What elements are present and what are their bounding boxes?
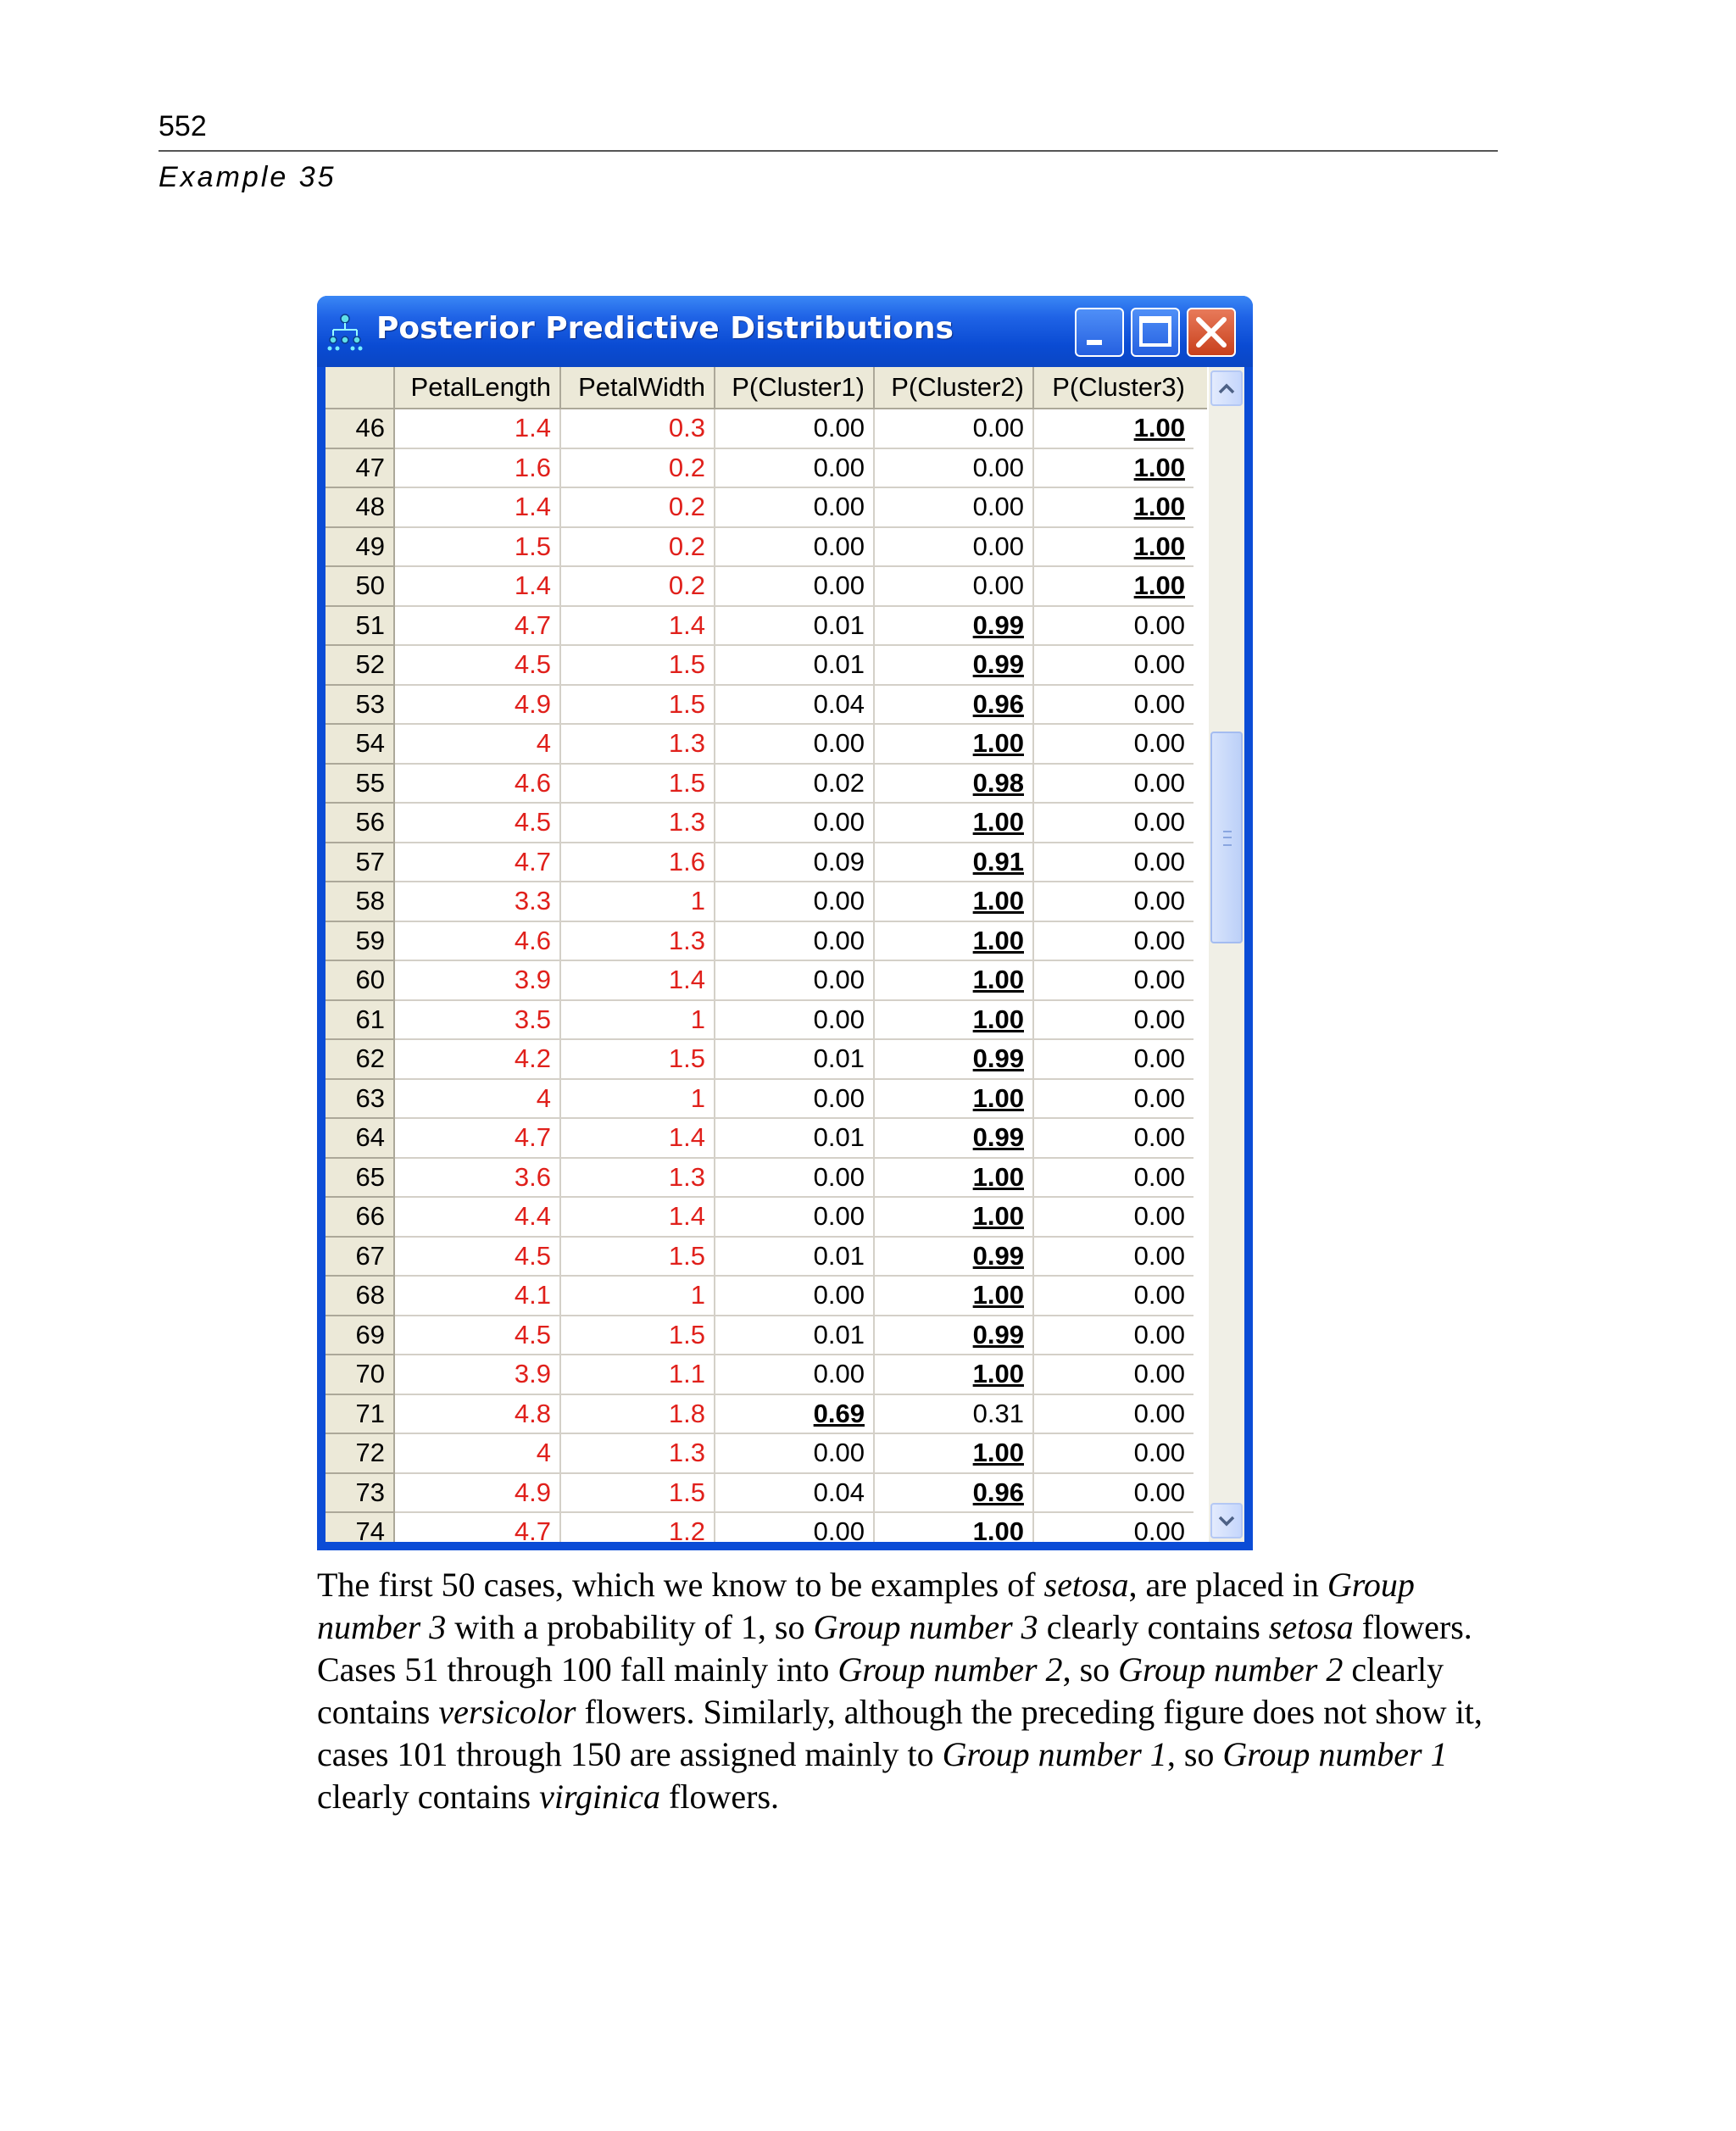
header-rule [159,150,1498,152]
cell-p-cluster2[interactable]: 0.99 [875,1316,1034,1356]
cell-petalwidth[interactable]: 1.5 [561,686,715,726]
maximize-icon [1132,309,1178,355]
row-header[interactable]: 56 [326,804,395,843]
cell-p-cluster1[interactable]: 0.00 [715,567,875,607]
table-row [326,1513,1207,1542]
cell-p-cluster1[interactable]: 0.00 [715,1513,875,1542]
close-button[interactable] [1187,308,1236,357]
cell-p-cluster1[interactable]: 0.00 [715,1434,875,1474]
title-bar[interactable] [317,296,1253,367]
column-header-p-cluster3[interactable]: P(Cluster3) [1052,372,1185,402]
cell-p-cluster2[interactable]: 1.00 [875,1198,1034,1238]
row-header[interactable]: 64 [326,1119,395,1159]
row-header[interactable]: 51 [326,607,395,647]
table-row [326,449,1207,489]
cell-p-cluster1[interactable]: 0.00 [715,1198,875,1238]
body-text-run: clearly contains [317,1650,1444,1731]
cell-p-cluster2[interactable]: 1.00 [875,1159,1034,1199]
cell-p-cluster3[interactable]: 0.00 [1034,765,1194,804]
cluster-network-icon [326,313,364,352]
cell-petallength[interactable]: 4.4 [395,1198,561,1238]
scroll-up-button[interactable] [1210,370,1243,406]
row-header[interactable]: 52 [326,646,395,686]
cell-p-cluster3[interactable]: 0.00 [1034,843,1194,883]
body-text-run: clearly contains [317,1778,540,1816]
column-header-p-cluster2[interactable]: P(Cluster2) [875,367,1034,408]
emphasis-text: Group number 2 [837,1650,1063,1689]
cell-p-cluster1[interactable]: 0.00 [715,804,875,843]
cell-petallength[interactable]: 3.5 [395,1001,561,1041]
cell-p-cluster3[interactable]: 1.00 [1034,488,1194,528]
cell-petalwidth[interactable]: 1.4 [561,961,715,1001]
row-header[interactable]: 58 [326,882,395,922]
cell-p-cluster2[interactable]: 0.00 [875,449,1034,489]
cell-petalwidth[interactable]: 1.5 [561,765,715,804]
cell-petalwidth[interactable]: 0.2 [561,567,715,607]
row-header[interactable]: 59 [326,922,395,962]
table-row [326,1119,1207,1159]
cell-p-cluster2[interactable]: 1.00 [875,1080,1034,1120]
cell-petalwidth[interactable]: 1.8 [561,1395,715,1435]
row-header[interactable]: 66 [326,1198,395,1238]
cell-p-cluster3[interactable]: 0.00 [1034,1316,1194,1356]
chevron-up-icon [1212,372,1241,404]
cell-petallength[interactable]: 4.5 [395,1238,561,1277]
cell-p-cluster2[interactable]: 1.00 [875,1277,1034,1316]
maximize-button[interactable] [1131,308,1180,357]
table-row [326,1395,1207,1435]
cell-p-cluster3[interactable]: 0.00 [1034,1474,1194,1514]
close-icon [1188,309,1234,355]
cell-petallength[interactable]: 3.9 [395,961,561,1001]
cell-p-cluster2[interactable]: 1.00 [875,804,1034,843]
row-header[interactable]: 71 [326,1395,395,1435]
cell-petallength[interactable]: 1.4 [395,488,561,528]
scroll-down-button[interactable] [1210,1503,1243,1538]
table-row [326,843,1207,883]
cell-p-cluster1[interactable]: 0.00 [715,922,875,962]
table-row [326,1277,1207,1316]
cell-p-cluster2[interactable]: 0.31 [875,1395,1034,1435]
table-row [326,961,1207,1001]
cell-petallength[interactable]: 4.5 [395,646,561,686]
table-row [326,882,1207,922]
cell-p-cluster1[interactable]: 0.00 [715,1080,875,1120]
cell-petalwidth[interactable]: 1.5 [561,1238,715,1277]
table-row [326,409,1207,449]
table-row [326,1198,1207,1238]
cell-p-cluster1[interactable]: 0.00 [715,1355,875,1395]
body-text-run: flowers. Cases 51 through 100 fall mainly into [317,1608,1472,1689]
emphasis-text: Group number 2 [1118,1650,1344,1689]
table-row [326,646,1207,686]
cell-p-cluster3[interactable]: 0.00 [1034,1395,1194,1435]
cell-petallength[interactable]: 4.2 [395,1040,561,1080]
table-row [326,1434,1207,1474]
cell-petallength[interactable]: 4.9 [395,1474,561,1514]
cell-p-cluster3[interactable]: 0.00 [1034,1355,1194,1395]
cell-p-cluster2[interactable]: 0.96 [875,1474,1034,1514]
column-header-p-cluster1[interactable]: P(Cluster1) [715,367,875,408]
table-row [326,1238,1207,1277]
body-text-run: , are placed in [1128,1566,1327,1604]
cell-p-cluster3[interactable]: 0.00 [1034,1277,1194,1316]
cell-petalwidth[interactable]: 1.5 [561,1474,715,1514]
cell-p-cluster2[interactable]: 0.96 [875,686,1034,726]
cell-petallength[interactable]: 4.7 [395,1513,561,1542]
row-header[interactable]: 62 [326,1040,395,1080]
minimize-icon [1077,309,1122,355]
body-text-run: flowers. [660,1778,780,1816]
cell-petalwidth[interactable]: 1 [561,882,715,922]
table-row [326,686,1207,726]
scroll-thumb[interactable] [1210,732,1243,943]
cell-petalwidth[interactable]: 1.3 [561,725,715,765]
cell-petallength[interactable]: 4.6 [395,922,561,962]
cell-p-cluster3[interactable]: 1.00 [1034,567,1194,607]
cell-p-cluster3[interactable]: 0.00 [1034,686,1194,726]
cell-petalwidth[interactable]: 1.3 [561,922,715,962]
row-header[interactable]: 69 [326,1316,395,1356]
cell-petallength[interactable]: 4.9 [395,686,561,726]
cell-petalwidth[interactable]: 0.3 [561,409,715,449]
row-header[interactable]: 67 [326,1238,395,1277]
posterior-predictive-window [317,296,1253,1550]
row-header[interactable]: 53 [326,686,395,726]
cell-p-cluster3[interactable]: 1.00 [1034,409,1194,449]
table-row [326,804,1207,843]
cell-petalwidth[interactable]: 0.2 [561,449,715,489]
table-row [326,922,1207,962]
row-header[interactable]: 49 [326,528,395,568]
body-paragraph [317,1564,1504,1818]
row-header[interactable]: 54 [326,725,395,765]
cell-petalwidth[interactable]: 0.2 [561,488,715,528]
cell-p-cluster2[interactable]: 0.99 [875,646,1034,686]
cell-p-cluster2[interactable]: 0.99 [875,607,1034,647]
cell-p-cluster2[interactable]: 1.00 [875,922,1034,962]
cell-petallength[interactable]: 1.4 [395,409,561,449]
cell-petallength[interactable]: 3.9 [395,1355,561,1395]
cell-petallength[interactable]: 4 [395,725,561,765]
cell-p-cluster3[interactable]: 0.00 [1034,882,1194,922]
row-header[interactable]: 73 [326,1474,395,1514]
cell-p-cluster1[interactable]: 0.04 [715,1474,875,1514]
cell-p-cluster3[interactable]: 0.00 [1034,1040,1194,1080]
cell-petallength[interactable]: 4 [395,1434,561,1474]
cell-p-cluster2[interactable]: 1.00 [875,1355,1034,1395]
cell-petallength[interactable]: 4.7 [395,607,561,647]
body-text-run: , so [1062,1650,1119,1689]
cell-petallength[interactable]: 4.8 [395,1395,561,1435]
client-area [326,367,1244,1542]
cell-p-cluster3[interactable]: 0.00 [1034,607,1194,647]
row-header[interactable]: 57 [326,843,395,883]
cell-p-cluster1[interactable]: 0.01 [715,646,875,686]
table-row [326,1040,1207,1080]
cell-p-cluster1[interactable]: 0.00 [715,488,875,528]
row-header[interactable]: 63 [326,1080,395,1120]
body-text-run: , so [1166,1735,1223,1773]
cell-petalwidth[interactable]: 1.4 [561,1119,715,1159]
cell-petallength[interactable]: 1.6 [395,449,561,489]
cell-petalwidth[interactable]: 1.6 [561,843,715,883]
row-header[interactable]: 74 [326,1513,395,1542]
cell-petallength[interactable]: 1.4 [395,567,561,607]
cell-p-cluster2[interactable]: 0.00 [875,567,1034,607]
cell-p-cluster1[interactable]: 0.00 [715,449,875,489]
grip-icon [1223,831,1232,846]
row-header[interactable]: 60 [326,961,395,1001]
cell-p-cluster3[interactable]: 0.00 [1034,804,1194,843]
cell-petallength[interactable]: 4.1 [395,1277,561,1316]
cell-p-cluster3[interactable]: 0.00 [1034,646,1194,686]
cell-petalwidth[interactable]: 1.5 [561,1316,715,1356]
cell-petalwidth[interactable]: 1.5 [561,646,715,686]
cell-petalwidth[interactable]: 1 [561,1080,715,1120]
cell-p-cluster3[interactable]: 0.00 [1034,1238,1194,1277]
cell-petalwidth[interactable]: 1.2 [561,1513,715,1542]
window-title: Posterior Predictive Distributions [376,311,954,346]
cell-p-cluster1[interactable]: 0.00 [715,1001,875,1041]
column-header-row [326,367,1207,409]
cell-petallength[interactable]: 4 [395,1080,561,1120]
cell-petalwidth[interactable]: 1 [561,1277,715,1316]
table-row [326,1474,1207,1514]
chevron-down-icon [1212,1505,1241,1537]
data-grid [326,367,1207,1542]
cell-petalwidth[interactable]: 1.4 [561,1198,715,1238]
cell-p-cluster1[interactable]: 0.02 [715,765,875,804]
cell-p-cluster1[interactable]: 0.01 [715,1040,875,1080]
table-row [326,765,1207,804]
column-header-petalwidth[interactable]: PetalWidth [561,367,715,408]
row-header[interactable]: 70 [326,1355,395,1395]
cell-p-cluster1[interactable]: 0.00 [715,961,875,1001]
column-header-petallength[interactable]: PetalLength [395,367,561,408]
cell-p-cluster3[interactable]: 0.00 [1034,1198,1194,1238]
cell-petallength[interactable]: 3.3 [395,882,561,922]
cell-p-cluster1[interactable]: 0.00 [715,1159,875,1199]
cell-p-cluster1[interactable]: 0.01 [715,1119,875,1159]
emphasis-text: Group number 3 [813,1608,1038,1646]
cell-p-cluster1[interactable]: 0.01 [715,1316,875,1356]
cell-p-cluster1[interactable]: 0.01 [715,607,875,647]
cell-p-cluster2[interactable]: 0.00 [875,409,1034,449]
table-row [326,1159,1207,1199]
cell-p-cluster3[interactable]: 0.00 [1034,725,1194,765]
vertical-scrollbar[interactable] [1209,367,1244,1542]
cell-p-cluster1[interactable]: 0.69 [715,1395,875,1435]
cell-p-cluster3[interactable]: 1.00 [1034,449,1194,489]
cell-petalwidth[interactable]: 1.5 [561,1040,715,1080]
cell-p-cluster3[interactable]: 0.00 [1034,1159,1194,1199]
body-text-run: with a probability of 1, so [446,1608,814,1646]
cell-p-cluster2[interactable]: 0.99 [875,1119,1034,1159]
row-header[interactable]: 72 [326,1434,395,1474]
cell-petallength[interactable]: 4.6 [395,765,561,804]
cell-p-cluster3[interactable]: 0.00 [1034,1119,1194,1159]
table-row [326,488,1207,528]
cell-petallength[interactable]: 4.5 [395,1316,561,1356]
cell-p-cluster2[interactable]: 0.98 [875,765,1034,804]
cell-p-cluster2[interactable]: 0.00 [875,488,1034,528]
cell-p-cluster1[interactable]: 0.00 [715,409,875,449]
cell-petalwidth[interactable]: 1.4 [561,607,715,647]
table-row [326,607,1207,647]
emphasis-text: setosa [1043,1566,1129,1604]
page-number: 552 [159,110,207,142]
emphasis-text: setosa [1268,1608,1354,1646]
section-title: Example 35 [159,161,337,193]
emphasis-text: Group number 1 [942,1735,1167,1773]
cell-petallength[interactable]: 4.7 [395,843,561,883]
cell-p-cluster2[interactable]: 1.00 [875,882,1034,922]
cell-p-cluster3[interactable]: 0.00 [1034,961,1194,1001]
cell-p-cluster2[interactable]: 1.00 [875,961,1034,1001]
row-header[interactable]: 55 [326,765,395,804]
cell-p-cluster2[interactable]: 1.00 [875,1434,1034,1474]
table-row [326,1080,1207,1120]
emphasis-text: virginica [539,1778,661,1816]
cell-petallength[interactable]: 1.5 [395,528,561,568]
cell-p-cluster2[interactable]: 1.00 [875,1001,1034,1041]
cell-petalwidth[interactable]: 1.3 [561,1159,715,1199]
cell-p-cluster3[interactable]: 0.00 [1034,1434,1194,1474]
cell-petallength[interactable]: 4.7 [395,1119,561,1159]
cell-p-cluster1[interactable]: 0.00 [715,528,875,568]
cell-p-cluster2[interactable]: 0.00 [875,528,1034,568]
table-row [326,1316,1207,1356]
body-text-run: clearly contains [1038,1608,1269,1646]
cell-p-cluster3[interactable]: 0.00 [1034,1513,1194,1542]
table-row [326,567,1207,607]
cell-p-cluster1[interactable]: 0.00 [715,725,875,765]
cell-p-cluster2[interactable]: 0.91 [875,843,1034,883]
table-row [326,1001,1207,1041]
cell-petalwidth[interactable]: 1.1 [561,1355,715,1395]
cell-p-cluster2[interactable]: 0.99 [875,1238,1034,1277]
cell-petallength[interactable]: 3.6 [395,1159,561,1199]
minimize-button[interactable] [1075,308,1124,357]
row-header[interactable]: 61 [326,1001,395,1041]
cell-p-cluster2[interactable]: 1.00 [875,725,1034,765]
cell-p-cluster3[interactable]: 0.00 [1034,1080,1194,1120]
cell-p-cluster1[interactable]: 0.00 [715,1277,875,1316]
cell-p-cluster2[interactable]: 1.00 [875,1513,1034,1542]
row-header[interactable]: 48 [326,488,395,528]
row-header[interactable]: 46 [326,409,395,449]
cell-p-cluster1[interactable]: 0.09 [715,843,875,883]
cell-petalwidth[interactable]: 1 [561,1001,715,1041]
table-row [326,528,1207,568]
cell-petalwidth[interactable]: 1.3 [561,804,715,843]
row-header[interactable]: 68 [326,1277,395,1316]
cell-p-cluster3[interactable]: 0.00 [1034,922,1194,962]
emphasis-text: Group number 3 [317,1566,1415,1646]
emphasis-text: Group number 1 [1222,1735,1448,1773]
cell-p-cluster3[interactable]: 1.00 [1034,528,1194,568]
cell-petalwidth[interactable]: 0.2 [561,528,715,568]
table-row [326,1355,1207,1395]
cell-petallength[interactable]: 4.5 [395,804,561,843]
row-header[interactable]: 47 [326,449,395,489]
row-header[interactable]: 50 [326,567,395,607]
cell-p-cluster1[interactable]: 0.04 [715,686,875,726]
row-header[interactable]: 65 [326,1159,395,1199]
corner-header[interactable] [326,367,395,408]
cell-p-cluster1[interactable]: 0.01 [715,1238,875,1277]
cell-p-cluster1[interactable]: 0.00 [715,882,875,922]
table-row [326,725,1207,765]
cell-p-cluster2[interactable]: 0.99 [875,1040,1034,1080]
body-text-run: flowers. Similarly, although the preceding figure does not show it, cases 101 through 150 are assigned mainly to [317,1693,1483,1773]
emphasis-text: versicolor [438,1693,576,1731]
cell-petalwidth[interactable]: 1.3 [561,1434,715,1474]
cell-p-cluster3[interactable]: 0.00 [1034,1001,1194,1041]
body-text-run: The first 50 cases, which we know to be examples of [317,1566,1044,1604]
